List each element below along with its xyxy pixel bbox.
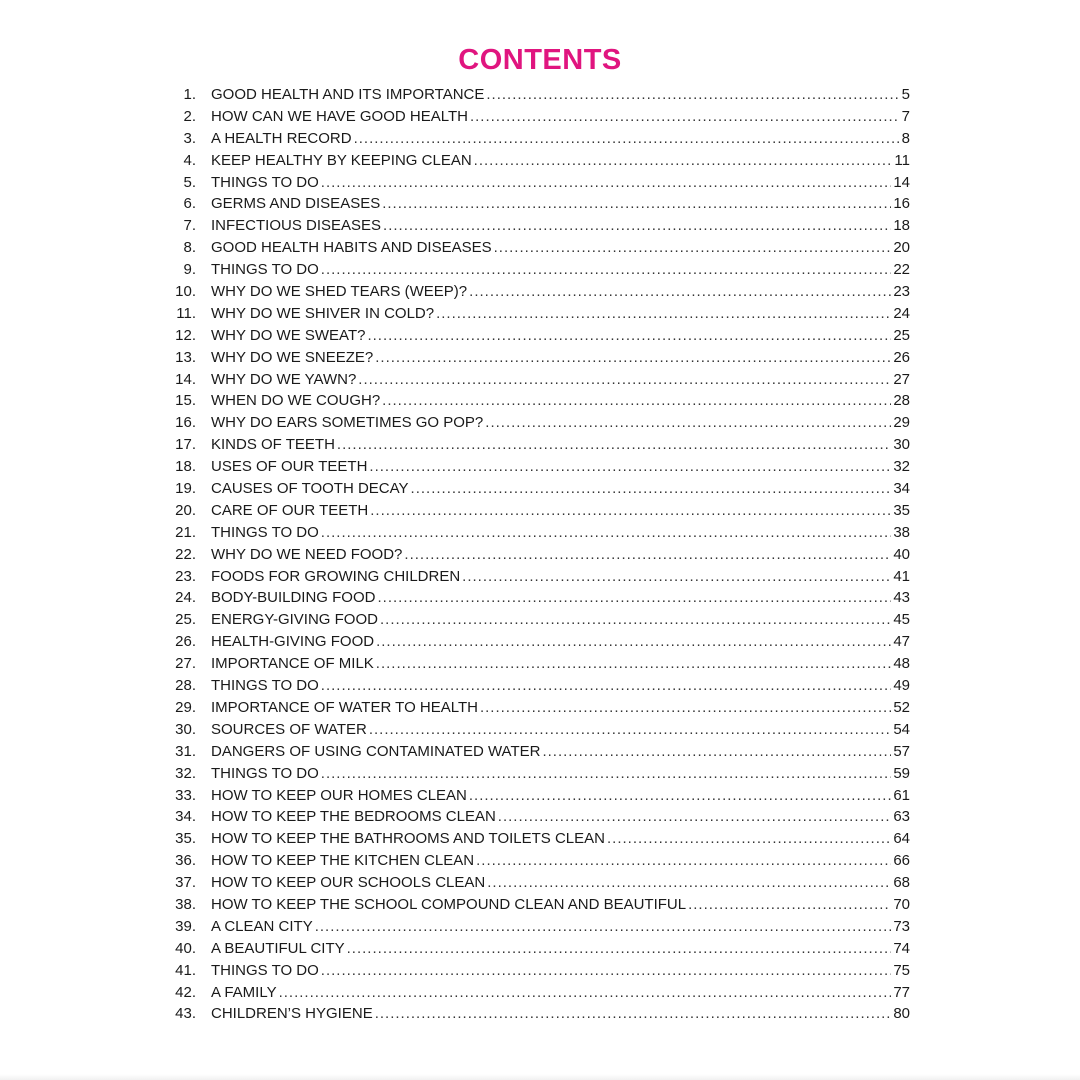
entry-title: HOW TO KEEP OUR HOMES CLEAN	[211, 786, 467, 804]
dot-leader	[370, 500, 891, 522]
entry-title: THINGS TO DO	[211, 961, 319, 979]
entry-title: HOW CAN WE HAVE GOOD HEALTH	[211, 107, 468, 125]
toc-entry	[168, 522, 910, 544]
dot-leader	[315, 916, 892, 938]
entry-page-number: 75	[893, 961, 910, 979]
entry-title: A BEAUTIFUL CITY	[211, 939, 345, 957]
entry-number: 25.	[175, 611, 196, 629]
entry-number: 38.	[175, 895, 196, 913]
toc-entry	[168, 500, 910, 522]
entry-page-number: 16	[893, 195, 910, 213]
entry-number: 8.	[183, 239, 196, 257]
entry-page-number: 64	[893, 830, 910, 848]
entry-number: 4.	[183, 151, 196, 169]
entry-page-number: 80	[893, 1005, 910, 1023]
entry-page-number: 26	[893, 348, 910, 366]
entry-page-number: 22	[893, 261, 910, 279]
entry-title: FOODS FOR GROWING CHILDREN	[211, 567, 461, 585]
toc-entry	[168, 719, 910, 741]
entry-page-number: 48	[893, 655, 910, 673]
dot-leader	[480, 697, 891, 719]
entry-page-number: 32	[893, 458, 910, 476]
entry-title: HOW TO KEEP THE BEDROOMS CLEAN	[211, 808, 496, 826]
toc-entry	[168, 960, 910, 982]
dot-leader	[485, 412, 891, 434]
toc-entry	[168, 894, 910, 916]
entry-number: 16.	[175, 414, 196, 432]
dot-leader	[542, 741, 891, 763]
toc-entry	[168, 412, 910, 434]
entry-page-number: 57	[893, 742, 910, 760]
entry-number: 12.	[175, 326, 196, 344]
entry-page-number: 43	[893, 589, 910, 607]
toc-entry	[168, 653, 910, 675]
toc-entry	[168, 1003, 910, 1025]
entry-title: CAUSES OF TOOTH DECAY	[211, 480, 409, 498]
toc-entry	[168, 259, 910, 281]
entry-number: 15.	[175, 392, 196, 410]
entry-number: 43.	[175, 1005, 196, 1023]
entry-number: 3.	[183, 129, 196, 147]
entry-page-number: 38	[893, 523, 910, 541]
entry-page-number: 59	[893, 764, 910, 782]
entry-title: WHY DO WE SWEAT?	[211, 326, 366, 344]
dot-leader	[375, 347, 891, 369]
dot-leader	[383, 215, 891, 237]
toc-entry	[168, 763, 910, 785]
dot-leader	[469, 785, 891, 807]
toc-entry	[168, 237, 910, 259]
toc-entry	[168, 938, 910, 960]
dot-leader	[354, 128, 900, 150]
toc-entry	[168, 478, 910, 500]
toc-entry	[168, 390, 910, 412]
toc-entry	[168, 785, 910, 807]
entry-title: KEEP HEALTHY BY KEEPING CLEAN	[211, 151, 472, 169]
entry-page-number: 8	[901, 129, 910, 147]
entry-title: HEALTH-GIVING FOOD	[211, 633, 375, 651]
toc-entry	[168, 982, 910, 1004]
toc-entry	[168, 128, 910, 150]
toc-entry	[168, 806, 910, 828]
dot-leader	[321, 675, 892, 697]
dot-leader	[321, 522, 892, 544]
entry-page-number: 45	[893, 611, 910, 629]
toc-entry	[168, 916, 910, 938]
dot-leader	[376, 653, 892, 675]
toc-entry	[168, 369, 910, 391]
entry-title: SOURCES OF WATER	[211, 720, 367, 738]
entry-number: 23.	[175, 567, 196, 585]
page-bottom-edge	[0, 1074, 1080, 1080]
dot-leader	[607, 828, 891, 850]
toc-entry	[168, 193, 910, 215]
toc-entry	[168, 697, 910, 719]
entry-number: 29.	[175, 698, 196, 716]
dot-leader	[321, 172, 892, 194]
entry-number: 5.	[183, 173, 196, 191]
dot-leader	[474, 150, 893, 172]
entry-number: 40.	[175, 939, 196, 957]
entry-number: 41.	[175, 961, 196, 979]
entry-number: 21.	[175, 523, 196, 541]
entry-page-number: 63	[893, 808, 910, 826]
dot-leader	[279, 982, 892, 1004]
entry-title: INFECTIOUS DISEASES	[211, 217, 382, 235]
entry-number: 39.	[175, 917, 196, 935]
entry-number: 35.	[175, 830, 196, 848]
entry-number: 2.	[183, 107, 196, 125]
dot-leader	[476, 850, 891, 872]
entry-title: THINGS TO DO	[211, 261, 319, 279]
entry-title: ENERGY-GIVING FOOD	[211, 611, 378, 629]
entry-title: GERMS AND DISEASES	[211, 195, 381, 213]
entry-page-number: 20	[893, 239, 910, 257]
dot-leader	[358, 369, 891, 391]
dot-leader	[462, 566, 891, 588]
entry-number: 26.	[175, 633, 196, 651]
entry-title: THINGS TO DO	[211, 523, 319, 541]
toc-entry	[168, 150, 910, 172]
entry-number: 13.	[175, 348, 196, 366]
entry-page-number: 28	[893, 392, 910, 410]
toc-entry	[168, 631, 910, 653]
entry-title: CARE OF OUR TEETH	[211, 501, 369, 519]
entry-page-number: 47	[893, 633, 910, 651]
entry-title: HOW TO KEEP THE BATHROOMS AND TOILETS CLEAN	[211, 830, 605, 848]
entry-number: 6.	[183, 195, 196, 213]
entry-number: 31.	[175, 742, 196, 760]
entry-number: 36.	[175, 852, 196, 870]
entry-page-number: 68	[893, 874, 910, 892]
toc-entry	[168, 325, 910, 347]
entry-title: WHY DO WE SHED TEARS (WEEP)?	[211, 283, 468, 301]
entry-title: GOOD HEALTH HABITS AND DISEASES	[211, 239, 492, 257]
entry-page-number: 73	[893, 917, 910, 935]
entry-title: DANGERS OF USING CONTAMINATED WATER	[211, 742, 541, 760]
toc-entry	[168, 106, 910, 128]
entry-title: THINGS TO DO	[211, 173, 319, 191]
dot-leader	[404, 544, 891, 566]
entry-number: 7.	[183, 217, 196, 235]
toc-entry	[168, 741, 910, 763]
entry-title: WHEN DO WE COUGH?	[211, 392, 381, 410]
entry-number: 17.	[175, 436, 196, 454]
toc-entry	[168, 84, 910, 106]
dot-leader	[380, 609, 891, 631]
toc-entry	[168, 587, 910, 609]
entry-title: IMPORTANCE OF MILK	[211, 655, 374, 673]
entry-page-number: 11	[894, 151, 910, 169]
entry-page-number: 35	[893, 501, 910, 519]
dot-leader	[486, 84, 899, 106]
entry-page-number: 34	[893, 480, 910, 498]
entry-page-number: 66	[893, 852, 910, 870]
entry-title: A FAMILY	[211, 983, 277, 1001]
entry-title: THINGS TO DO	[211, 764, 319, 782]
dot-leader	[321, 960, 892, 982]
toc-entry	[168, 281, 910, 303]
dot-leader	[494, 237, 892, 259]
entry-title: WHY DO WE SHIVER IN COLD?	[211, 304, 435, 322]
entry-title: WHY DO EARS SOMETIMES GO POP?	[211, 414, 484, 432]
entry-page-number: 41	[893, 567, 910, 585]
entry-title: KINDS OF TEETH	[211, 436, 335, 454]
dot-leader	[347, 938, 892, 960]
toc-entry	[168, 172, 910, 194]
entry-page-number: 52	[893, 698, 910, 716]
entry-number: 1.	[183, 86, 196, 103]
toc-entry	[168, 828, 910, 850]
entry-page-number: 14	[893, 173, 910, 191]
dot-leader	[469, 281, 891, 303]
entry-page-number: 54	[893, 720, 910, 738]
dot-leader	[376, 631, 891, 653]
entry-number: 18.	[175, 458, 196, 476]
entry-number: 34.	[175, 808, 196, 826]
dot-leader	[382, 390, 891, 412]
entry-title: A CLEAN CITY	[211, 917, 313, 935]
entry-title: CHILDREN’S HYGIENE	[211, 1005, 373, 1023]
entry-page-number: 74	[893, 939, 910, 957]
entry-number: 22.	[175, 545, 196, 563]
dot-leader	[369, 719, 891, 741]
dot-leader	[470, 106, 900, 128]
dot-leader	[321, 763, 892, 785]
toc-entry	[168, 347, 910, 369]
toc-entry	[168, 456, 910, 478]
entry-page-number: 18	[893, 217, 910, 235]
entry-number: 37.	[175, 874, 196, 892]
toc-entry	[168, 544, 910, 566]
entry-page-number: 40	[893, 545, 910, 563]
entry-page-number: 61	[893, 786, 910, 804]
dot-leader	[375, 1003, 892, 1025]
table-of-contents	[168, 84, 910, 1025]
entry-title: A HEALTH RECORD	[211, 129, 352, 147]
dot-leader	[436, 303, 891, 325]
entry-page-number: 23	[893, 283, 910, 301]
entry-title: WHY DO WE NEED FOOD?	[211, 545, 403, 563]
entry-number: 14.	[175, 370, 196, 388]
entry-title: WHY DO WE SNEEZE?	[211, 348, 374, 366]
toc-entry	[168, 434, 910, 456]
entry-number: 30.	[175, 720, 196, 738]
entry-page-number: 30	[893, 436, 910, 454]
toc-entry	[168, 872, 910, 894]
toc-entry	[168, 675, 910, 697]
entry-number: 20.	[175, 501, 196, 519]
dot-leader	[688, 894, 891, 916]
entry-number: 27.	[175, 655, 196, 673]
entry-number: 28.	[175, 677, 196, 695]
toc-entry	[168, 850, 910, 872]
toc-entry	[168, 566, 910, 588]
entry-number: 11.	[176, 304, 196, 322]
entry-page-number: 24	[893, 304, 910, 322]
entry-number: 24.	[175, 589, 196, 607]
entry-number: 9.	[183, 261, 196, 279]
dot-leader	[367, 325, 891, 347]
dot-leader	[337, 434, 891, 456]
entry-page-number: 77	[893, 983, 910, 1001]
entry-number: 19.	[175, 480, 196, 498]
entry-number: 42.	[175, 983, 196, 1001]
dot-leader	[411, 478, 892, 500]
entry-title: WHY DO WE YAWN?	[211, 370, 357, 388]
entry-title: GOOD HEALTH AND ITS IMPORTANCE	[211, 86, 485, 103]
entry-title: HOW TO KEEP OUR SCHOOLS CLEAN	[211, 874, 486, 892]
entry-title: BODY-BUILDING FOOD	[211, 589, 376, 607]
page-title: CONTENTS	[458, 44, 622, 76]
entry-number: 32.	[175, 764, 196, 782]
toc-entry	[168, 215, 910, 237]
dot-leader	[369, 456, 891, 478]
entry-title: THINGS TO DO	[211, 677, 319, 695]
entry-title: USES OF OUR TEETH	[211, 458, 368, 476]
toc-entry	[168, 303, 910, 325]
dot-leader	[498, 806, 892, 828]
entry-title: HOW TO KEEP THE KITCHEN CLEAN	[211, 852, 475, 870]
dot-leader	[377, 587, 891, 609]
entry-title: IMPORTANCE OF WATER TO HEALTH	[211, 698, 478, 716]
entry-number: 10.	[175, 283, 196, 301]
entry-title: HOW TO KEEP THE SCHOOL COMPOUND CLEAN AND BEAUTIFUL	[211, 895, 687, 913]
toc-entry	[168, 609, 910, 631]
entry-number: 33.	[175, 786, 196, 804]
entry-page-number: 7	[901, 107, 910, 125]
entry-page-number: 27	[893, 370, 910, 388]
dot-leader	[382, 193, 891, 215]
dot-leader	[487, 872, 891, 894]
entry-page-number: 49	[893, 677, 910, 695]
entry-page-number: 70	[893, 895, 910, 913]
entry-page-number: 5	[901, 86, 910, 103]
entry-page-number: 25	[893, 326, 910, 344]
dot-leader	[321, 259, 892, 281]
entry-page-number: 29	[893, 414, 910, 432]
